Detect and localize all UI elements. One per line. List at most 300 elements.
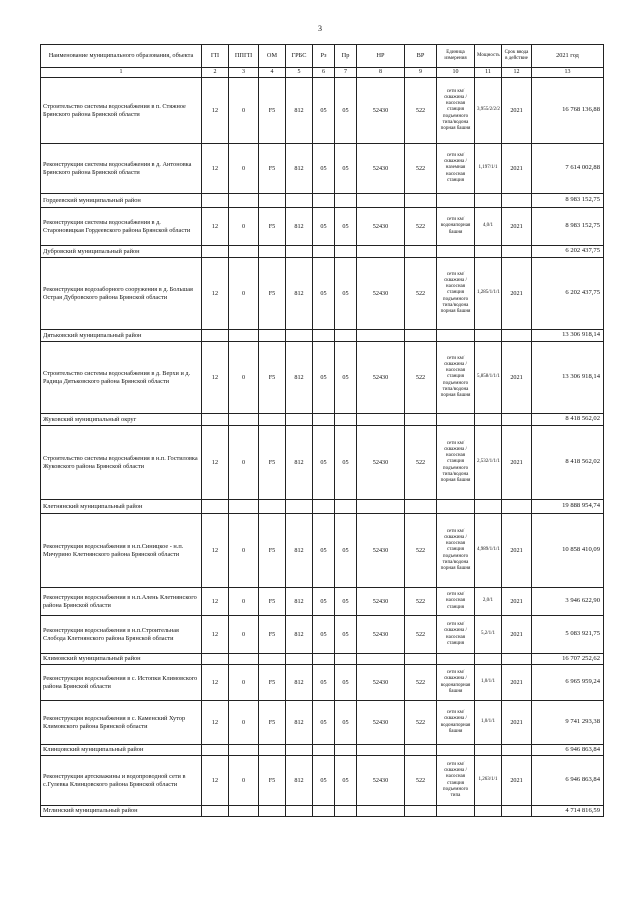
vr-cell: 522 (405, 588, 437, 616)
object-name-cell: Реконструкция водоснабжения в н.п.Синицкое - н.п. Мичурино Клетнянского района Брянской области (41, 514, 202, 588)
rz-cell: 05 (313, 588, 335, 616)
budget-table (40, 44, 604, 817)
empty-cell (313, 330, 335, 342)
capacity-cell: 5,2/1/1 (475, 616, 502, 654)
unit-cell: сети км/скважина /водонапорная башня (437, 701, 475, 745)
empty-cell (286, 500, 313, 514)
empty-cell (502, 330, 532, 342)
year-cell: 2021 (502, 342, 532, 414)
empty-cell (405, 246, 437, 258)
vr-cell: 522 (405, 78, 437, 144)
vr-cell: 522 (405, 208, 437, 246)
pr-cell: 05 (335, 514, 357, 588)
empty-cell (229, 414, 259, 426)
gp-cell: 12 (202, 342, 229, 414)
amount-cell: 8 418 562,02 (532, 426, 604, 500)
empty-cell (502, 246, 532, 258)
empty-cell (229, 246, 259, 258)
object-row (41, 208, 604, 246)
empty-cell (259, 414, 286, 426)
empty-cell (286, 246, 313, 258)
empty-cell (357, 745, 405, 756)
ppgp-cell: 0 (229, 258, 259, 330)
nr-cell: 52430 (357, 665, 405, 701)
empty-cell (335, 330, 357, 342)
header-cell: Пр (335, 45, 357, 68)
header-cell: Наименование муниципального образования, объекта (41, 45, 202, 68)
municipality-total: 6 946 863,84 (532, 745, 604, 756)
om-cell: F5 (259, 665, 286, 701)
index-cell: 3 (229, 68, 259, 78)
amount-cell: 7 614 002,88 (532, 144, 604, 194)
empty-cell (405, 500, 437, 514)
municipality-row (41, 246, 604, 258)
grbs-cell: 812 (286, 426, 313, 500)
ppgp-cell: 0 (229, 144, 259, 194)
empty-cell (357, 194, 405, 208)
index-cell: 2 (202, 68, 229, 78)
municipality-name: Клетнянский муниципальный район (41, 500, 202, 514)
empty-cell (475, 414, 502, 426)
year-cell: 2021 (502, 514, 532, 588)
object-row (41, 426, 604, 500)
index-cell: 10 (437, 68, 475, 78)
amount-cell: 6 965 959,24 (532, 665, 604, 701)
header-cell: ВР (405, 45, 437, 68)
unit-cell: сети км/скважина /насосная станция подъемного типа/водона порная башня (437, 514, 475, 588)
empty-cell (405, 806, 437, 817)
object-row (41, 78, 604, 144)
empty-cell (335, 500, 357, 514)
ppgp-cell: 0 (229, 208, 259, 246)
amount-cell: 10 858 410,09 (532, 514, 604, 588)
pr-cell: 05 (335, 258, 357, 330)
municipality-total: 6 202 437,75 (532, 246, 604, 258)
empty-cell (229, 500, 259, 514)
empty-cell (286, 745, 313, 756)
table-body (41, 45, 604, 817)
empty-cell (502, 194, 532, 208)
unit-cell: сети км/скважина /насосная станция подъемного типа/водона порная башня (437, 78, 475, 144)
empty-cell (437, 330, 475, 342)
gp-cell: 12 (202, 144, 229, 194)
empty-cell (259, 330, 286, 342)
gp-cell: 12 (202, 258, 229, 330)
empty-cell (335, 745, 357, 756)
gp-cell: 12 (202, 701, 229, 745)
municipality-total: 8 983 152,75 (532, 194, 604, 208)
empty-cell (335, 246, 357, 258)
unit-cell: сети км/водонапорная башня (437, 208, 475, 246)
municipality-row (41, 745, 604, 756)
empty-cell (335, 654, 357, 665)
gp-cell: 12 (202, 78, 229, 144)
grbs-cell: 812 (286, 208, 313, 246)
empty-cell (502, 414, 532, 426)
amount-cell: 13 306 918,14 (532, 342, 604, 414)
vr-cell: 522 (405, 756, 437, 806)
index-cell: 5 (286, 68, 313, 78)
municipality-total: 4 714 816,59 (532, 806, 604, 817)
year-cell: 2021 (502, 588, 532, 616)
rz-cell: 05 (313, 78, 335, 144)
amount-cell: 8 983 152,75 (532, 208, 604, 246)
pr-cell: 05 (335, 756, 357, 806)
grbs-cell: 812 (286, 144, 313, 194)
capacity-cell: 4,0/1 (475, 208, 502, 246)
vr-cell: 522 (405, 144, 437, 194)
empty-cell (313, 414, 335, 426)
empty-cell (475, 246, 502, 258)
header-cell: НР (357, 45, 405, 68)
empty-cell (357, 414, 405, 426)
municipality-total: 13 306 918,14 (532, 330, 604, 342)
object-row (41, 342, 604, 414)
rz-cell: 05 (313, 426, 335, 500)
header-cell: ГРБС (286, 45, 313, 68)
object-name-cell: Реконструкция водоснабжения в с. Каменский Хутор Климовского района Брянской области (41, 701, 202, 745)
om-cell: F5 (259, 426, 286, 500)
pr-cell: 05 (335, 342, 357, 414)
unit-cell: сети км/скважина /насосная станция подъемного типа/водона порная башня (437, 342, 475, 414)
capacity-cell: 2,0/1 (475, 588, 502, 616)
empty-cell (286, 806, 313, 817)
empty-cell (437, 654, 475, 665)
rz-cell: 05 (313, 701, 335, 745)
vr-cell: 522 (405, 616, 437, 654)
amount-cell: 3 946 622,90 (532, 588, 604, 616)
unit-cell: сети км/скважина /насосная станция подъемного типа/водона порная башня (437, 258, 475, 330)
nr-cell: 52430 (357, 208, 405, 246)
empty-cell (259, 194, 286, 208)
capacity-cell: 1,197/1/1 (475, 144, 502, 194)
empty-cell (202, 330, 229, 342)
ppgp-cell: 0 (229, 616, 259, 654)
grbs-cell: 812 (286, 342, 313, 414)
index-cell: 8 (357, 68, 405, 78)
nr-cell: 52430 (357, 588, 405, 616)
municipality-name: Клинцовский муниципальный район (41, 745, 202, 756)
object-name-cell: Строительство системы водоснабжения в п. Стяжное Брянского района Брянской области (41, 78, 202, 144)
object-name-cell: Реконструкция системы водоснабжения в д. Староновицкая Гордеевского района Брянской области (41, 208, 202, 246)
grbs-cell: 812 (286, 258, 313, 330)
empty-cell (437, 194, 475, 208)
empty-cell (259, 500, 286, 514)
index-cell: 7 (335, 68, 357, 78)
unit-cell: сети км/насосная станция (437, 588, 475, 616)
empty-cell (259, 246, 286, 258)
empty-cell (502, 745, 532, 756)
empty-cell (405, 414, 437, 426)
gp-cell: 12 (202, 208, 229, 246)
capacity-cell: 1,285/1/1/1 (475, 258, 502, 330)
municipality-total: 19 888 954,74 (532, 500, 604, 514)
object-row (41, 701, 604, 745)
year-cell: 2021 (502, 616, 532, 654)
pr-cell: 05 (335, 701, 357, 745)
capacity-cell: 1,0/1/1 (475, 665, 502, 701)
empty-cell (357, 654, 405, 665)
empty-cell (313, 745, 335, 756)
municipality-row (41, 806, 604, 817)
empty-cell (357, 500, 405, 514)
empty-cell (502, 806, 532, 817)
object-row (41, 144, 604, 194)
rz-cell: 05 (313, 514, 335, 588)
rz-cell: 05 (313, 342, 335, 414)
gp-cell: 12 (202, 514, 229, 588)
om-cell: F5 (259, 342, 286, 414)
om-cell: F5 (259, 701, 286, 745)
pr-cell: 05 (335, 144, 357, 194)
empty-cell (475, 500, 502, 514)
nr-cell: 52430 (357, 258, 405, 330)
municipality-name: Гордеевский муниципальный район (41, 194, 202, 208)
municipality-total: 8 418 562,02 (532, 414, 604, 426)
empty-cell (335, 806, 357, 817)
vr-cell: 522 (405, 342, 437, 414)
empty-cell (259, 745, 286, 756)
ppgp-cell: 0 (229, 426, 259, 500)
empty-cell (202, 500, 229, 514)
object-name-cell: Строительство системы водоснабжения в д. Верхи и д. Радица Дятьковского района Брянской области (41, 342, 202, 414)
municipality-row (41, 194, 604, 208)
gp-cell: 12 (202, 756, 229, 806)
empty-cell (357, 330, 405, 342)
empty-cell (437, 745, 475, 756)
empty-cell (229, 194, 259, 208)
empty-cell (229, 806, 259, 817)
empty-cell (405, 745, 437, 756)
grbs-cell: 812 (286, 616, 313, 654)
empty-cell (202, 194, 229, 208)
rz-cell: 05 (313, 616, 335, 654)
empty-cell (286, 654, 313, 665)
empty-cell (229, 330, 259, 342)
amount-cell: 16 768 136,88 (532, 78, 604, 144)
object-name-cell: Реконструкция системы водоснабжения в д. Антоновка Брянского района Брянской области (41, 144, 202, 194)
vr-cell: 522 (405, 426, 437, 500)
empty-cell (286, 194, 313, 208)
municipality-row (41, 654, 604, 665)
pr-cell: 05 (335, 208, 357, 246)
om-cell: F5 (259, 258, 286, 330)
object-name-cell: Реконструкция артскважины и водопроводной сети в с.Гулевка Клинцовского района Брянской области (41, 756, 202, 806)
header-cell: ОМ (259, 45, 286, 68)
amount-cell: 6 946 863,84 (532, 756, 604, 806)
empty-cell (502, 500, 532, 514)
empty-cell (202, 246, 229, 258)
empty-cell (313, 246, 335, 258)
empty-cell (405, 654, 437, 665)
object-row (41, 616, 604, 654)
om-cell: F5 (259, 208, 286, 246)
unit-cell: сети км/скважина /водонапорная башня (437, 665, 475, 701)
object-name-cell: Реконструкция водоснабжения в н.п.Строительная Слобода Клетнянского района Брянской области (41, 616, 202, 654)
municipality-row (41, 414, 604, 426)
gp-cell: 12 (202, 665, 229, 701)
ppgp-cell: 0 (229, 78, 259, 144)
vr-cell: 522 (405, 701, 437, 745)
header-cell: Рз (313, 45, 335, 68)
empty-cell (202, 806, 229, 817)
rz-cell: 05 (313, 208, 335, 246)
year-cell: 2021 (502, 426, 532, 500)
rz-cell: 05 (313, 756, 335, 806)
grbs-cell: 812 (286, 588, 313, 616)
empty-cell (259, 806, 286, 817)
om-cell: F5 (259, 588, 286, 616)
empty-cell (475, 745, 502, 756)
object-name-cell: Реконструкция водоснабжения в с. Истопки Климовского района Брянской области (41, 665, 202, 701)
page-number: 3 (318, 24, 322, 33)
pr-cell: 05 (335, 426, 357, 500)
rz-cell: 05 (313, 258, 335, 330)
capacity-cell: 2,532/1/1/1 (475, 426, 502, 500)
capacity-cell: 4,989/1/1/1 (475, 514, 502, 588)
gp-cell: 12 (202, 616, 229, 654)
nr-cell: 52430 (357, 78, 405, 144)
unit-cell: сети км/скважина /насосная станция подъемного типа (437, 756, 475, 806)
empty-cell (202, 654, 229, 665)
amount-cell: 5 083 921,75 (532, 616, 604, 654)
ppgp-cell: 0 (229, 756, 259, 806)
empty-cell (335, 194, 357, 208)
empty-cell (437, 414, 475, 426)
nr-cell: 52430 (357, 426, 405, 500)
index-cell: 13 (532, 68, 604, 78)
municipality-name: Жуковский муниципальный округ (41, 414, 202, 426)
object-row (41, 588, 604, 616)
index-cell: 9 (405, 68, 437, 78)
object-name-cell: Реконструкция водоснабжения в н.п.Алень Клетнянского района Брянской области (41, 588, 202, 616)
empty-cell (357, 246, 405, 258)
pr-cell: 05 (335, 78, 357, 144)
header-row (41, 45, 604, 68)
empty-cell (229, 745, 259, 756)
empty-cell (313, 500, 335, 514)
grbs-cell: 812 (286, 514, 313, 588)
capacity-cell: 3,955/2/2/2 (475, 78, 502, 144)
amount-cell: 6 202 437,75 (532, 258, 604, 330)
vr-cell: 522 (405, 665, 437, 701)
unit-cell: сети км/скважина /наземная насосная станция (437, 144, 475, 194)
municipality-row (41, 500, 604, 514)
year-cell: 2021 (502, 258, 532, 330)
nr-cell: 52430 (357, 616, 405, 654)
empty-cell (335, 414, 357, 426)
gp-cell: 12 (202, 426, 229, 500)
om-cell: F5 (259, 144, 286, 194)
unit-cell: сети км/скважина /насосная станция подъемного типа/водона порная башня (437, 426, 475, 500)
empty-cell (202, 745, 229, 756)
municipality-row (41, 330, 604, 342)
header-cell: ГП (202, 45, 229, 68)
nr-cell: 52430 (357, 756, 405, 806)
index-cell: 12 (502, 68, 532, 78)
object-row (41, 756, 604, 806)
municipality-name: Дубровский муниципальный район (41, 246, 202, 258)
capacity-cell: 1,263/1/1 (475, 756, 502, 806)
rz-cell: 05 (313, 144, 335, 194)
empty-cell (313, 194, 335, 208)
grbs-cell: 812 (286, 701, 313, 745)
nr-cell: 52430 (357, 144, 405, 194)
year-cell: 2021 (502, 701, 532, 745)
year-cell: 2021 (502, 144, 532, 194)
object-name-cell: Реконструкция водозаборного сооружения в д. Большая Острая Дубровского района Брянской области (41, 258, 202, 330)
empty-cell (202, 414, 229, 426)
header-cell: Срок ввода в действие (502, 45, 532, 68)
pr-cell: 05 (335, 588, 357, 616)
header-cell: Мощность (475, 45, 502, 68)
empty-cell (437, 806, 475, 817)
ppgp-cell: 0 (229, 514, 259, 588)
header-cell: Единица измерения (437, 45, 475, 68)
unit-cell: сети км/скважина /насосная станция (437, 616, 475, 654)
empty-cell (502, 654, 532, 665)
municipality-total: 16 707 252,62 (532, 654, 604, 665)
object-row (41, 665, 604, 701)
empty-cell (437, 500, 475, 514)
ppgp-cell: 0 (229, 588, 259, 616)
year-cell: 2021 (502, 665, 532, 701)
index-cell: 11 (475, 68, 502, 78)
index-cell: 1 (41, 68, 202, 78)
ppgp-cell: 0 (229, 701, 259, 745)
empty-cell (475, 194, 502, 208)
empty-cell (313, 806, 335, 817)
grbs-cell: 812 (286, 756, 313, 806)
empty-cell (405, 194, 437, 208)
empty-cell (405, 330, 437, 342)
empty-cell (229, 654, 259, 665)
empty-cell (357, 806, 405, 817)
nr-cell: 52430 (357, 701, 405, 745)
header-cell: ППГП (229, 45, 259, 68)
om-cell: F5 (259, 78, 286, 144)
year-cell: 2021 (502, 78, 532, 144)
pr-cell: 05 (335, 616, 357, 654)
municipality-name: Мглинский муниципальный район (41, 806, 202, 817)
object-row (41, 258, 604, 330)
column-index-row (41, 68, 604, 78)
vr-cell: 522 (405, 514, 437, 588)
nr-cell: 52430 (357, 342, 405, 414)
empty-cell (259, 654, 286, 665)
object-name-cell: Строительство системы водоснабжения в н.п. Гостиловка Жуковского района Брянской области (41, 426, 202, 500)
empty-cell (475, 330, 502, 342)
object-row (41, 514, 604, 588)
empty-cell (286, 414, 313, 426)
empty-cell (475, 806, 502, 817)
index-cell: 6 (313, 68, 335, 78)
capacity-cell: 1,0/1/1 (475, 701, 502, 745)
om-cell: F5 (259, 756, 286, 806)
capacity-cell: 5,858/1/1/1 (475, 342, 502, 414)
amount-cell: 9 741 293,38 (532, 701, 604, 745)
gp-cell: 12 (202, 588, 229, 616)
pr-cell: 05 (335, 665, 357, 701)
empty-cell (475, 654, 502, 665)
year-cell: 2021 (502, 208, 532, 246)
rz-cell: 05 (313, 665, 335, 701)
empty-cell (313, 654, 335, 665)
vr-cell: 522 (405, 258, 437, 330)
om-cell: F5 (259, 616, 286, 654)
header-cell: 2021 год (532, 45, 604, 68)
year-cell: 2021 (502, 756, 532, 806)
